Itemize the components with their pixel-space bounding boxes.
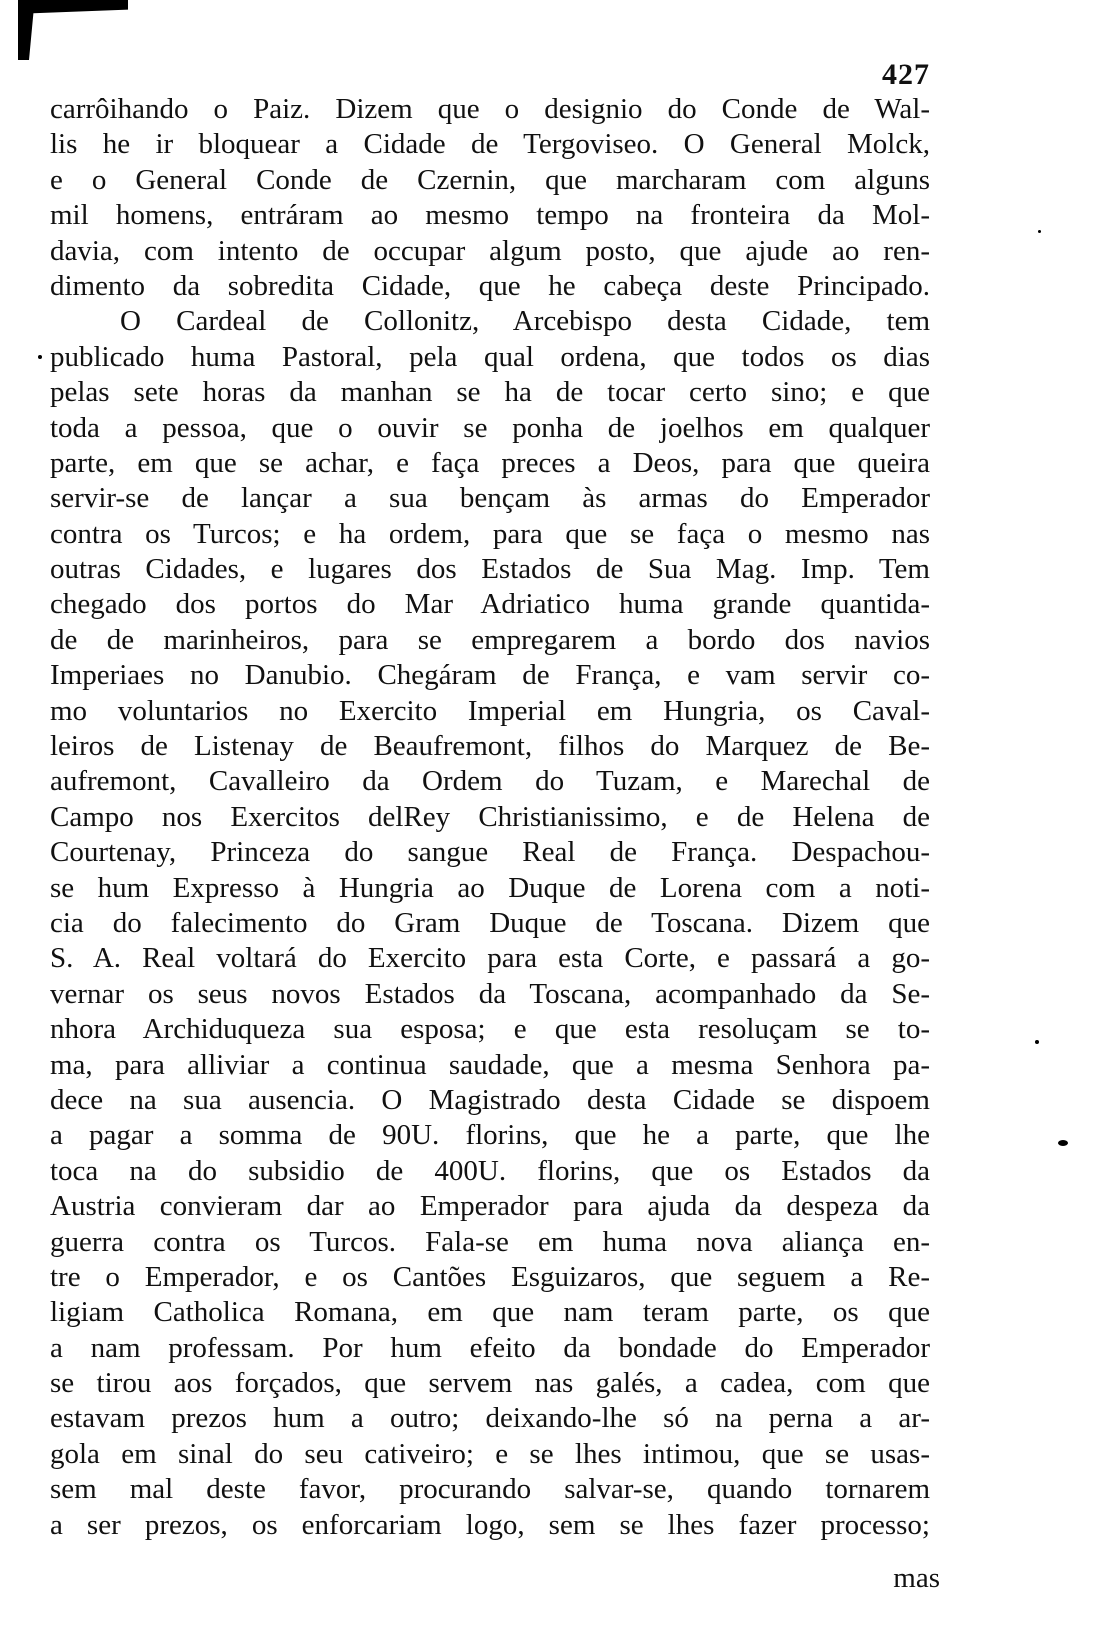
page-number: 427	[882, 58, 930, 91]
text-line: Campo nos Exercitos delRey Christianissimo, e de Helena de	[50, 800, 930, 833]
text-line: carrôihando o Paiz. Dizem que o designio do Conde de Wal-	[50, 93, 930, 125]
text-line: Austria convieram dar ao Emperador para ajuda da despeza da	[50, 1190, 930, 1223]
scan-speck	[38, 355, 42, 359]
text-line: se tirou aos forçados, que servem nas galés, a cadea, com que	[50, 1367, 930, 1400]
text-line: dimento da sobredita Cidade, que he cabeça deste Principado.	[50, 269, 930, 302]
text-line: Imperiaes no Danubio. Chegáram de França, e vam servir co-	[50, 659, 930, 692]
text-line: sem mal deste favor, procurando salvar-se, quando tornarem	[50, 1473, 930, 1506]
text-line: gola em sinal do seu cativeiro; e se lhes intimou, que se usas-	[50, 1437, 930, 1470]
scan-speck	[1035, 1040, 1039, 1044]
text-line: toca na do subsidio de 400U. florins, que os Estados da	[50, 1154, 930, 1187]
text-line: estavam prezos hum a outro; deixando-lhe só na perna a ar-	[50, 1402, 930, 1435]
text-line: de de marinheiros, para se empregarem a bordo dos navios	[50, 623, 930, 656]
scan-speck	[1058, 1140, 1068, 1146]
text-line: outras Cidades, e lugares dos Estados de Sua Mag. Imp. Tem	[50, 553, 930, 586]
text-line: leiros de Listenay de Beaufremont, filhos do Marquez de Be-	[50, 730, 930, 763]
text-line: tre o Emperador, e os Cantões Esguizaros, que seguem a Re-	[50, 1260, 930, 1293]
text-line: pelas sete horas da manhan se ha de tocar certo sino; e que	[50, 376, 930, 409]
text-line: servir-se de lançar a sua bençam às armas do Emperador	[50, 482, 930, 515]
text-line: mo voluntarios no Exercito Imperial em Hungria, os Caval-	[50, 694, 930, 727]
text-line: Courtenay, Princeza do sangue Real de França. Despachou-	[50, 836, 930, 869]
text-line: publicado huma Pastoral, pela qual ordena, que todos os dias	[50, 340, 930, 373]
text-line: dece na sua ausencia. O Magistrado desta Cidade se dispoem	[50, 1083, 930, 1116]
catchword: mas	[893, 1562, 940, 1594]
text-line: e o General Conde de Czernin, que marcharam com alguns	[50, 163, 930, 196]
text-line: a ser prezos, os enforcariam logo, sem se lhes fazer processo;	[50, 1508, 930, 1541]
text-line: vernar os seus novos Estados da Toscana, acompanhado da Se-	[50, 977, 930, 1010]
scan-border-mark	[18, 0, 128, 60]
text-line: parte, em que se achar, e faça preces a Deos, para que queira	[50, 446, 930, 479]
text-line: toda a pessoa, que o ouvir se ponha de joelhos em qualquer	[50, 411, 930, 444]
text-line: S. A. Real voltará do Exercito para esta Corte, e passará a go-	[50, 942, 930, 975]
text-line: chegado dos portos do Mar Adriatico huma grande quantida-	[50, 588, 930, 621]
text-line: a nam professam. Por hum efeito da bondade do Emperador	[50, 1331, 930, 1364]
text-line: a pagar a somma de 90U. florins, que he a parte, que lhe	[50, 1119, 930, 1152]
text-line: davia, com intento de occupar algum posto, que ajude ao ren-	[50, 234, 930, 267]
paragraph-start-line: O Cardeal de Collonitz, Arcebispo desta Cidade, tem	[120, 305, 930, 338]
text-line: contra os Turcos; e ha ordem, para que se faça o mesmo nas	[50, 517, 930, 550]
text-line: cia do falecimento do Gram Duque de Toscana. Dizem que	[50, 906, 930, 939]
text-line: se hum Expresso à Hungria ao Duque de Lorena com a noti-	[50, 871, 930, 904]
text-line: aufremont, Cavalleiro da Ordem do Tuzam, e Marechal de	[50, 765, 930, 798]
text-line: lis he ir bloquear a Cidade de Tergoviseo. O General Molck,	[50, 128, 930, 161]
text-line: ma, para alliviar a continua saudade, que a mesma Senhora pa-	[50, 1048, 930, 1081]
text-line: ligiam Catholica Romana, em que nam teram parte, os que	[50, 1296, 930, 1329]
scan-speck	[1038, 230, 1041, 233]
text-line: nhora Archiduqueza sua esposa; e que esta resoluçam se to-	[50, 1013, 930, 1046]
text-line: mil homens, entráram ao mesmo tempo na fronteira da Mol-	[50, 199, 930, 232]
text-line: guerra contra os Turcos. Fala-se em huma nova aliança en-	[50, 1225, 930, 1258]
body-text	[50, 92, 930, 1543]
